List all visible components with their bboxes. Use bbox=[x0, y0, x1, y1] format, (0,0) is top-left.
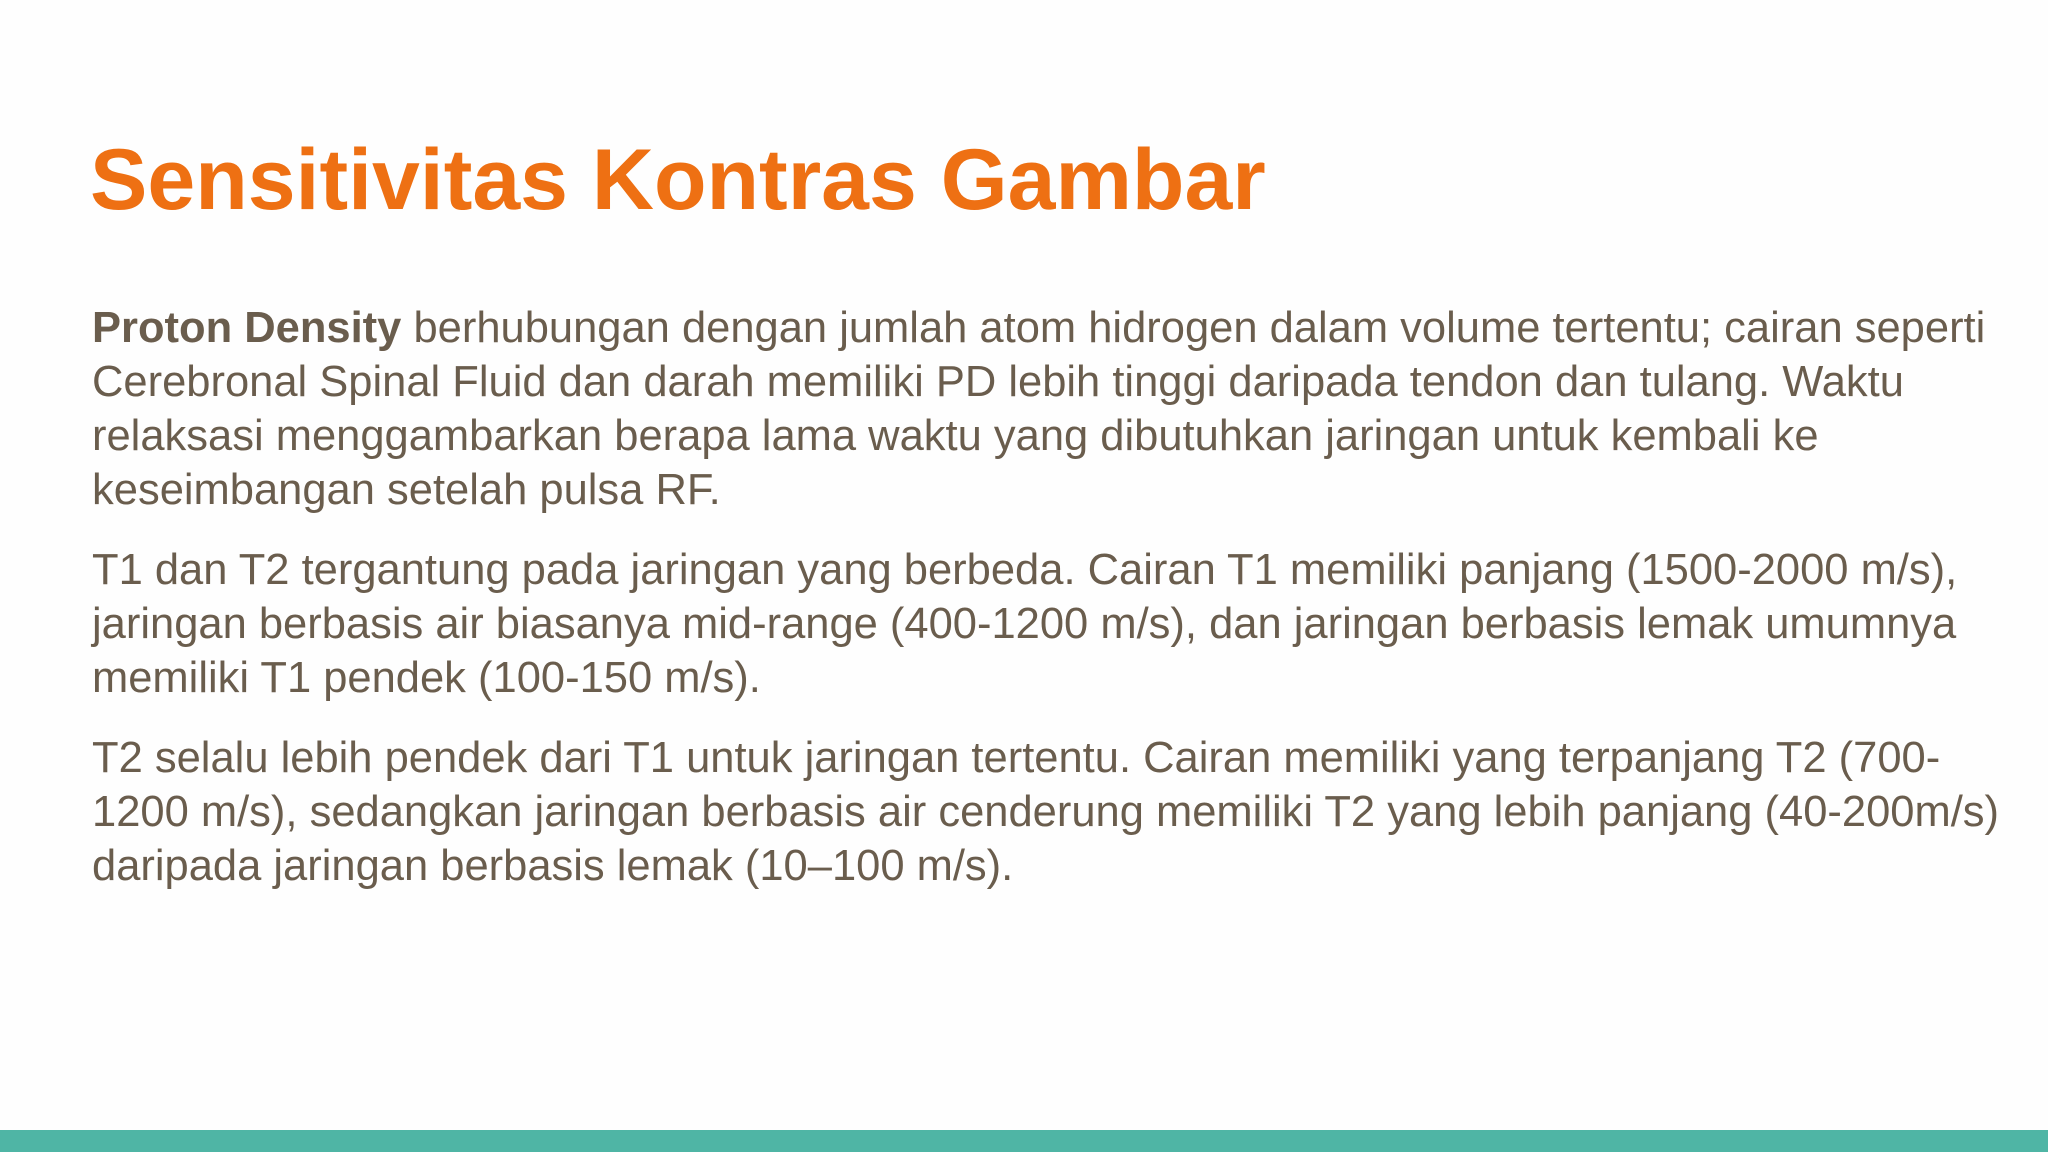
bottom-accent-bar bbox=[0, 1130, 2048, 1152]
slide-body bbox=[92, 301, 2022, 919]
paragraph-text: berhubungan dengan jumlah atom hidrogen dalam volume tertentu; cairan seperti Cerebronal Spinal Fluid dan darah memiliki PD lebih tinggi daripada tendon dan tulang. Waktu relaksasi menggambarkan berapa lama waktu yang dibutuhkan jaringan untuk kembali ke keseimbangan setelah pulsa RF. bbox=[92, 304, 1986, 514]
paragraph-proton-density bbox=[92, 301, 2022, 517]
proton-density-term: Proton Density bbox=[92, 304, 402, 352]
slide-title: Sensitivitas Kontras Gambar bbox=[90, 132, 1266, 228]
paragraph-text: T2 selalu lebih pendek dari T1 untuk jaringan tertentu. Cairan memiliki yang terpanjang T2 (700-1200 m/s), sedangkan jaringan berbasis air cenderung memiliki T2 yang lebih panjang (40-200m/s) daripada jaringan berbasis lemak (10–100 m/s). bbox=[92, 734, 2000, 890]
paragraph-t2 bbox=[92, 731, 2022, 893]
paragraph-text: T1 dan T2 tergantung pada jaringan yang berbeda. Cairan T1 memiliki panjang (1500-2000 m/s), jaringan berbasis air biasanya mid-range (400-1200 m/s), dan jaringan berbasis lemak umumnya memiliki T1 pendek (100-150 m/s). bbox=[92, 546, 1958, 702]
paragraph-t1-t2 bbox=[92, 543, 2022, 705]
